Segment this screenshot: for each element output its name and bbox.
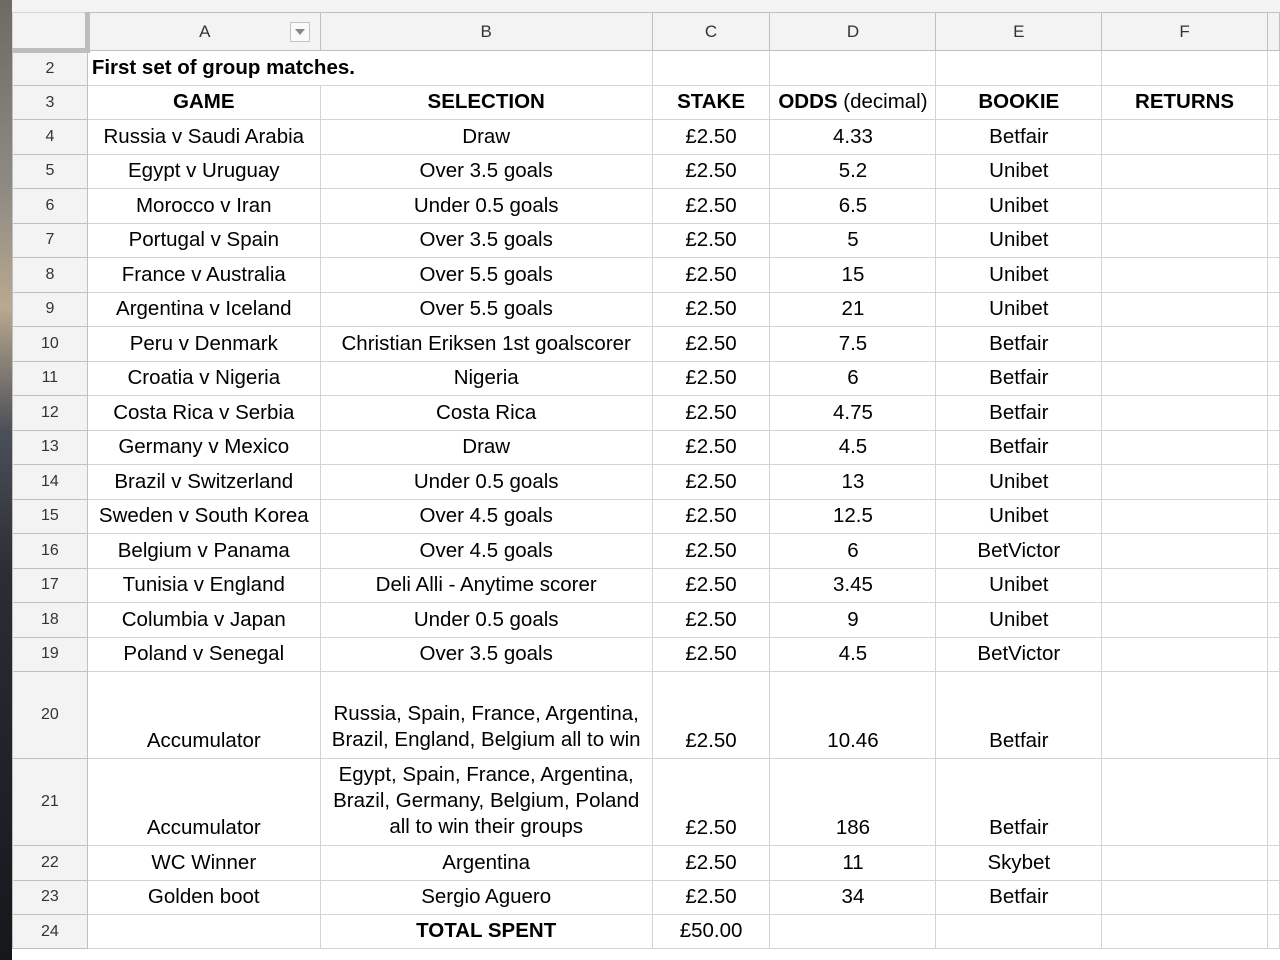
odds-cell[interactable]: 3.45 xyxy=(770,568,936,603)
odds-cell[interactable]: 5.2 xyxy=(770,154,936,189)
cell[interactable] xyxy=(1267,51,1279,86)
bookie-cell[interactable]: Betfair xyxy=(936,120,1102,155)
row-header[interactable]: 3 xyxy=(13,86,88,120)
stake-cell[interactable]: £2.50 xyxy=(652,189,770,224)
odds-cell[interactable]: 6.5 xyxy=(770,189,936,224)
returns-cell[interactable] xyxy=(1102,154,1268,189)
odds-cell[interactable]: 4.33 xyxy=(770,120,936,155)
bookie-cell[interactable]: Unibet xyxy=(936,603,1102,638)
selection-cell[interactable]: Christian Eriksen 1st goalscorer xyxy=(320,327,652,362)
bookie-cell[interactable]: Unibet xyxy=(936,258,1102,293)
odds-cell[interactable]: 21 xyxy=(770,292,936,327)
table-row xyxy=(13,154,1280,189)
row-header[interactable]: 21 xyxy=(13,759,88,846)
table-row xyxy=(13,603,1280,638)
returns-cell[interactable] xyxy=(1102,430,1268,465)
odds-cell[interactable]: 7.5 xyxy=(770,327,936,362)
game-cell[interactable]: Peru v Denmark xyxy=(87,327,320,362)
bookie-cell[interactable]: Betfair xyxy=(936,430,1102,465)
selection-cell[interactable]: Deli Alli - Anytime scorer xyxy=(320,568,652,603)
odds-cell[interactable]: 186 xyxy=(770,759,936,846)
odds-cell[interactable]: 6 xyxy=(770,361,936,396)
cell[interactable] xyxy=(1267,759,1279,846)
odds-cell[interactable]: 10.46 xyxy=(770,672,936,759)
filter-dropdown-icon[interactable] xyxy=(290,22,310,42)
table-row xyxy=(13,759,1280,846)
column-header-e[interactable]: E xyxy=(936,13,1102,51)
game-cell[interactable]: Poland v Senegal xyxy=(87,637,320,672)
cell[interactable] xyxy=(1102,51,1268,86)
game-cell[interactable]: Golden boot xyxy=(87,880,320,915)
table-row xyxy=(13,396,1280,431)
table-row xyxy=(13,327,1280,362)
bookie-cell[interactable]: Unibet xyxy=(936,292,1102,327)
table-row xyxy=(13,637,1280,672)
game-cell[interactable]: Belgium v Panama xyxy=(87,534,320,569)
bookie-cell[interactable]: Betfair xyxy=(936,672,1102,759)
row-header[interactable]: 23 xyxy=(13,880,88,915)
cell[interactable] xyxy=(1267,603,1279,638)
selection-cell[interactable]: Argentina xyxy=(320,846,652,881)
row-header[interactable]: 14 xyxy=(13,465,88,500)
row-header[interactable]: 13 xyxy=(13,430,88,465)
cell[interactable] xyxy=(1267,568,1279,603)
row-header[interactable]: 4 xyxy=(13,120,88,155)
cell[interactable] xyxy=(1267,430,1279,465)
column-header-f[interactable]: F xyxy=(1102,13,1268,51)
game-cell[interactable]: Morocco v Iran xyxy=(87,189,320,224)
row-header[interactable]: 17 xyxy=(13,568,88,603)
game-cell[interactable]: Croatia v Nigeria xyxy=(87,361,320,396)
stake-cell[interactable]: £2.50 xyxy=(652,430,770,465)
game-cell[interactable]: Argentina v Iceland xyxy=(87,292,320,327)
cell[interactable] xyxy=(1267,846,1279,881)
stake-cell[interactable]: £2.50 xyxy=(652,759,770,846)
returns-cell[interactable] xyxy=(1102,568,1268,603)
table-row xyxy=(13,189,1280,224)
returns-cell[interactable] xyxy=(1102,534,1268,569)
stake-cell[interactable]: £2.50 xyxy=(652,603,770,638)
stake-cell[interactable]: £2.50 xyxy=(652,258,770,293)
selection-cell[interactable]: Sergio Aguero xyxy=(320,880,652,915)
cell[interactable] xyxy=(770,915,936,949)
column-header-a[interactable] xyxy=(87,13,320,51)
bookie-cell[interactable]: Unibet xyxy=(936,223,1102,258)
bookie-cell[interactable]: BetVictor xyxy=(936,637,1102,672)
game-cell[interactable]: Accumulator xyxy=(87,759,320,846)
bookie-cell[interactable]: Betfair xyxy=(936,327,1102,362)
row-header[interactable]: 10 xyxy=(13,327,88,362)
selection-cell[interactable]: Costa Rica xyxy=(320,396,652,431)
stake-cell[interactable]: £2.50 xyxy=(652,637,770,672)
stake-cell[interactable]: £2.50 xyxy=(652,846,770,881)
odds-cell[interactable]: 11 xyxy=(770,846,936,881)
column-letter: A xyxy=(199,21,211,41)
selection-cell[interactable]: Over 4.5 goals xyxy=(320,534,652,569)
column-header-c[interactable]: C xyxy=(652,13,770,51)
stake-cell[interactable]: £2.50 xyxy=(652,880,770,915)
selection-header-cell[interactable]: SELECTION xyxy=(320,86,652,120)
select-all-corner[interactable] xyxy=(13,13,88,51)
row-header[interactable]: 7 xyxy=(13,223,88,258)
table-row xyxy=(13,292,1280,327)
odds-cell[interactable]: 15 xyxy=(770,258,936,293)
stake-cell[interactable]: £2.50 xyxy=(652,223,770,258)
selection-cell[interactable]: Egypt, Spain, France, Argentina, Brazil, Germany, Belgium, Poland all to win their groups xyxy=(320,759,652,846)
selection-cell[interactable]: Russia, Spain, France, Argentina, Brazil, England, Belgium all to win xyxy=(320,672,652,759)
returns-cell[interactable] xyxy=(1102,880,1268,915)
cell[interactable] xyxy=(936,915,1102,949)
selection-cell[interactable]: Over 3.5 goals xyxy=(320,637,652,672)
game-cell[interactable]: Portugal v Spain xyxy=(87,223,320,258)
row-header[interactable]: 8 xyxy=(13,258,88,293)
cell[interactable] xyxy=(1267,396,1279,431)
cell[interactable] xyxy=(1267,86,1279,120)
returns-header-cell[interactable]: RETURNS xyxy=(1102,86,1268,120)
selection-cell[interactable]: Nigeria xyxy=(320,361,652,396)
column-header-b[interactable]: B xyxy=(320,13,652,51)
bookie-cell[interactable]: Unibet xyxy=(936,154,1102,189)
row-header[interactable]: 19 xyxy=(13,637,88,672)
total-label-cell[interactable]: TOTAL SPENT xyxy=(320,915,652,949)
row-header[interactable]: 2 xyxy=(13,51,88,86)
bookie-cell[interactable]: Unibet xyxy=(936,189,1102,224)
returns-cell[interactable] xyxy=(1102,637,1268,672)
cell[interactable] xyxy=(936,51,1102,86)
returns-cell[interactable] xyxy=(1102,672,1268,759)
cell[interactable] xyxy=(1102,915,1268,949)
odds-header-cell[interactable] xyxy=(770,86,936,120)
cell[interactable] xyxy=(1267,292,1279,327)
cell[interactable] xyxy=(1267,258,1279,293)
odds-cell[interactable]: 5 xyxy=(770,223,936,258)
table-row xyxy=(13,499,1280,534)
stake-cell[interactable]: £2.50 xyxy=(652,672,770,759)
selection-cell[interactable]: Over 4.5 goals xyxy=(320,499,652,534)
row-header[interactable]: 11 xyxy=(13,361,88,396)
stake-cell[interactable]: £2.50 xyxy=(652,327,770,362)
odds-header-suffix: (decimal) xyxy=(837,90,928,113)
cell[interactable] xyxy=(87,915,320,949)
row-header[interactable]: 24 xyxy=(13,915,88,949)
bookie-cell[interactable]: Betfair xyxy=(936,396,1102,431)
row-header[interactable]: 5 xyxy=(13,154,88,189)
selection-cell[interactable]: Under 0.5 goals xyxy=(320,603,652,638)
row-header[interactable]: 12 xyxy=(13,396,88,431)
table-row xyxy=(13,880,1280,915)
bookie-cell[interactable]: Unibet xyxy=(936,499,1102,534)
odds-header-label: ODDS xyxy=(778,90,838,113)
cell[interactable] xyxy=(1267,154,1279,189)
stake-cell[interactable]: £2.50 xyxy=(652,534,770,569)
selection-cell[interactable]: Under 0.5 goals xyxy=(320,189,652,224)
game-header-cell[interactable]: GAME xyxy=(87,86,320,120)
column-header-g[interactable] xyxy=(1267,13,1279,51)
odds-cell[interactable]: 4.5 xyxy=(770,637,936,672)
game-cell[interactable]: Columbia v Japan xyxy=(87,603,320,638)
table-row xyxy=(13,361,1280,396)
returns-cell[interactable] xyxy=(1102,465,1268,500)
stake-cell[interactable]: £2.50 xyxy=(652,568,770,603)
table-row xyxy=(13,672,1280,759)
table-row xyxy=(13,568,1280,603)
returns-cell[interactable] xyxy=(1102,292,1268,327)
bookie-cell[interactable]: Betfair xyxy=(936,759,1102,846)
table-row xyxy=(13,846,1280,881)
game-cell[interactable]: Russia v Saudi Arabia xyxy=(87,120,320,155)
selection-cell[interactable]: Over 3.5 goals xyxy=(320,154,652,189)
game-cell[interactable]: France v Australia xyxy=(87,258,320,293)
selection-cell[interactable]: Over 5.5 goals xyxy=(320,292,652,327)
cell[interactable] xyxy=(1267,499,1279,534)
returns-cell[interactable] xyxy=(1102,223,1268,258)
bookie-cell[interactable]: Skybet xyxy=(936,846,1102,881)
selection-cell[interactable]: Draw xyxy=(320,120,652,155)
cell[interactable] xyxy=(1267,465,1279,500)
cell[interactable] xyxy=(1267,534,1279,569)
odds-cell[interactable]: 6 xyxy=(770,534,936,569)
table-row xyxy=(13,430,1280,465)
selection-cell[interactable]: Under 0.5 goals xyxy=(320,465,652,500)
stake-cell[interactable]: £2.50 xyxy=(652,154,770,189)
cell[interactable] xyxy=(1267,880,1279,915)
table-row xyxy=(13,223,1280,258)
sheet-title-cell[interactable]: First set of group matches. xyxy=(87,51,652,86)
odds-cell[interactable]: 13 xyxy=(770,465,936,500)
stake-cell[interactable]: £2.50 xyxy=(652,361,770,396)
row-header[interactable]: 20 xyxy=(13,672,88,759)
bookie-cell[interactable]: Unibet xyxy=(936,465,1102,500)
odds-cell[interactable]: 4.5 xyxy=(770,430,936,465)
returns-cell[interactable] xyxy=(1102,499,1268,534)
selection-cell[interactable]: Draw xyxy=(320,430,652,465)
selection-cell[interactable]: Over 5.5 goals xyxy=(320,258,652,293)
table-row xyxy=(13,51,1280,86)
game-cell[interactable]: Costa Rica v Serbia xyxy=(87,396,320,431)
odds-cell[interactable]: 34 xyxy=(770,880,936,915)
cell[interactable] xyxy=(1267,223,1279,258)
cell[interactable] xyxy=(770,51,936,86)
column-header-d[interactable]: D xyxy=(770,13,936,51)
cell[interactable] xyxy=(1267,361,1279,396)
game-cell[interactable]: Tunisia v England xyxy=(87,568,320,603)
row-header[interactable]: 9 xyxy=(13,292,88,327)
table-row xyxy=(13,465,1280,500)
odds-cell[interactable]: 12.5 xyxy=(770,499,936,534)
total-row xyxy=(13,915,1280,949)
total-stake-cell[interactable]: £50.00 xyxy=(652,915,770,949)
stake-cell[interactable]: £2.50 xyxy=(652,396,770,431)
returns-cell[interactable] xyxy=(1102,189,1268,224)
header-row xyxy=(13,86,1280,120)
bookie-cell[interactable]: Unibet xyxy=(936,568,1102,603)
game-cell[interactable]: Egypt v Uruguay xyxy=(87,154,320,189)
returns-cell[interactable] xyxy=(1102,361,1268,396)
returns-cell[interactable] xyxy=(1102,759,1268,846)
table-row xyxy=(13,258,1280,293)
odds-cell[interactable]: 9 xyxy=(770,603,936,638)
game-cell[interactable]: Germany v Mexico xyxy=(87,430,320,465)
cell[interactable] xyxy=(1267,189,1279,224)
row-header[interactable]: 22 xyxy=(13,846,88,881)
cell[interactable] xyxy=(1267,327,1279,362)
bookie-cell[interactable]: Betfair xyxy=(936,880,1102,915)
table-row xyxy=(13,534,1280,569)
bookie-cell[interactable]: Betfair xyxy=(936,361,1102,396)
table-row xyxy=(13,120,1280,155)
returns-cell[interactable] xyxy=(1102,396,1268,431)
stake-cell[interactable]: £2.50 xyxy=(652,120,770,155)
row-header[interactable]: 16 xyxy=(13,534,88,569)
game-cell[interactable]: Accumulator xyxy=(87,672,320,759)
returns-cell[interactable] xyxy=(1102,258,1268,293)
returns-cell[interactable] xyxy=(1102,603,1268,638)
returns-cell[interactable] xyxy=(1102,120,1268,155)
row-header[interactable]: 6 xyxy=(13,189,88,224)
odds-cell[interactable]: 4.75 xyxy=(770,396,936,431)
background-window-strip xyxy=(0,0,12,960)
cell[interactable] xyxy=(1267,120,1279,155)
game-cell[interactable]: Sweden v South Korea xyxy=(87,499,320,534)
cell[interactable] xyxy=(1267,672,1279,759)
stake-cell[interactable]: £2.50 xyxy=(652,292,770,327)
game-cell[interactable]: Brazil v Switzerland xyxy=(87,465,320,500)
cell[interactable] xyxy=(1267,637,1279,672)
bookie-cell[interactable]: BetVictor xyxy=(936,534,1102,569)
selection-cell[interactable]: Over 3.5 goals xyxy=(320,223,652,258)
game-cell[interactable]: WC Winner xyxy=(87,846,320,881)
bookie-header-cell[interactable]: BOOKIE xyxy=(936,86,1102,120)
row-header[interactable]: 15 xyxy=(13,499,88,534)
returns-cell[interactable] xyxy=(1102,327,1268,362)
stake-cell[interactable]: £2.50 xyxy=(652,465,770,500)
returns-cell[interactable] xyxy=(1102,846,1268,881)
row-header[interactable]: 18 xyxy=(13,603,88,638)
stake-cell[interactable]: £2.50 xyxy=(652,499,770,534)
stake-header-cell[interactable]: STAKE xyxy=(652,86,770,120)
cell[interactable] xyxy=(652,51,770,86)
spreadsheet-grid[interactable] xyxy=(12,12,1280,960)
cell[interactable] xyxy=(1267,915,1279,949)
